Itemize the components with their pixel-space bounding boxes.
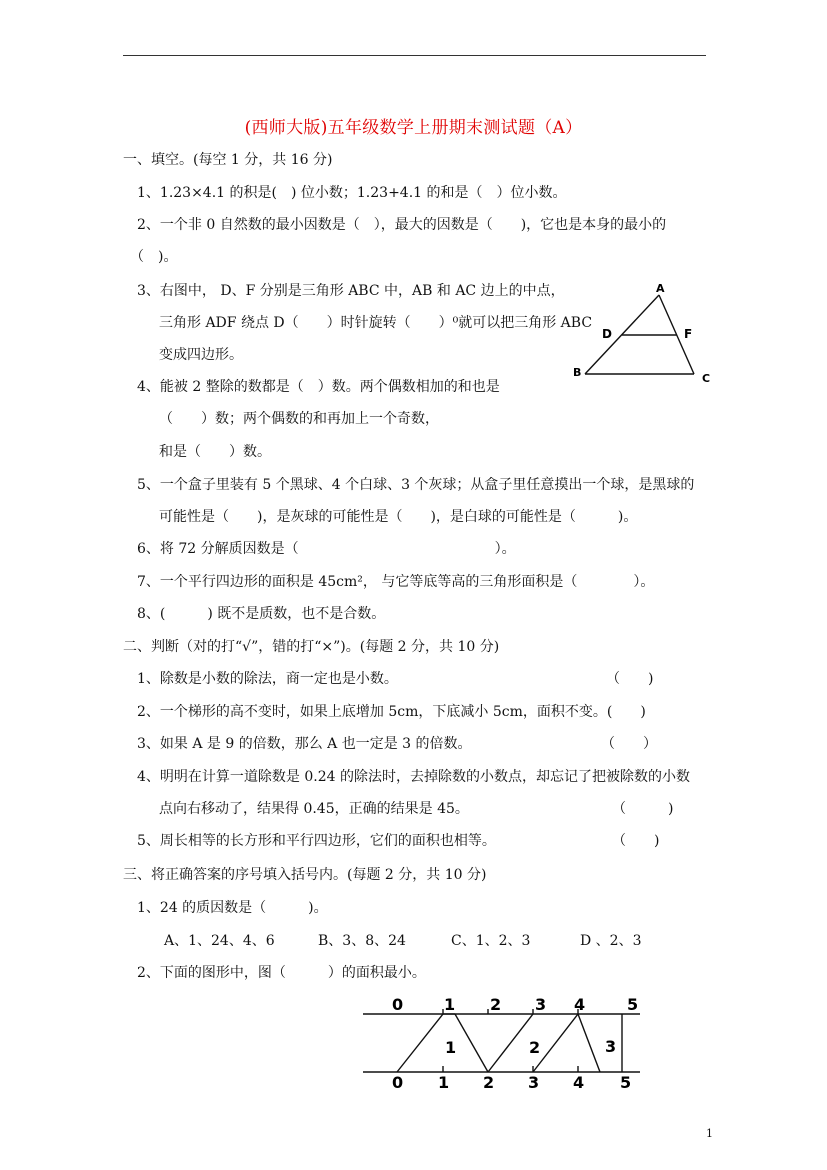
fill-question-2-cont: （ )。 — [130, 249, 178, 265]
vertex-label-c: C — [702, 372, 711, 385]
fill-question-8: 8、( ) 既不是质数，也不是合数。 — [137, 606, 386, 622]
judge-question-2: 2、一个梯形的高不变时，如果上底增加 5cm，下底减小 5cm，面积不变。( ) — [137, 704, 646, 720]
section-heading-fill: 一、填空。(每空 1 分，共 16 分) — [123, 152, 333, 168]
bottom-tick-2: 2 — [483, 1073, 495, 1092]
shape-label-2: 2 — [529, 1038, 541, 1057]
fill-question-4-line3: 和是（ ）数。 — [159, 444, 271, 460]
bottom-tick-3: 3 — [528, 1073, 540, 1092]
vertex-label-f: F — [684, 327, 693, 341]
judge-question-4-line2: 点向右移动了，结果得 0.45，正确的结果是 45。 — [159, 801, 469, 817]
vertex-label-b: B — [573, 366, 582, 379]
top-tick-2: 2 — [490, 995, 502, 1014]
judge-answer-1: （ ) — [606, 671, 654, 687]
top-tick-0: 0 — [392, 995, 404, 1014]
fill-question-6: 6、将 72 分解质因数是（ ）。 — [137, 541, 516, 557]
judge-answer-5: （ ) — [612, 833, 660, 849]
top-tick-5: 5 — [627, 995, 639, 1014]
bottom-tick-1: 1 — [438, 1073, 450, 1092]
vertex-label-d: D — [602, 327, 612, 341]
header-rule — [123, 55, 706, 56]
fill-question-4: 4、能被 2 整除的数都是（ ）数。两个偶数相加的和也是 — [137, 379, 500, 395]
shapes-figure — [355, 992, 655, 1092]
fill-question-1: 1、1.23×4.1 的积是( ) 位小数；1.23+4.1 的和是（ ）位小数。 — [137, 185, 567, 201]
fill-question-5-line2: 可能性是（ )，是灰球的可能性是（ )，是白球的可能性是（ )。 — [159, 509, 638, 525]
judge-question-3: 3、如果 A 是 9 的倍数，那么 A 也一定是 3 的倍数。 — [137, 736, 472, 752]
choice-question-2: 2、下面的图形中，图（ ）的面积最小。 — [137, 965, 426, 981]
fill-question-3-line2: 三角形 ADF 绕点 D（ ）时针旋转（ ）⁰就可以把三角形 ABC — [159, 315, 593, 331]
top-tick-3: 3 — [535, 995, 547, 1014]
section-heading-judge: 二、判断（对的打“√”，错的打“×”)。(每题 2 分，共 10 分) — [123, 639, 500, 655]
choice-option-d: D 、2、3 — [580, 933, 642, 949]
judge-question-4: 4、明明在计算一道除数是 0.24 的除法时，去掉除数的小数点，却忘记了把被除数的小数 — [137, 769, 690, 785]
fill-question-3: 3、右图中， D、F 分别是三角形 ABC 中，AB 和 AC 边上的中点， — [137, 283, 565, 299]
fill-question-3-line3: 变成四边形。 — [159, 347, 243, 363]
page-title: (西师大版)五年级数学上册期末测试题（A） — [244, 118, 583, 138]
fill-question-4-line2: （ ）数；两个偶数的和再加上一个奇数， — [159, 411, 439, 427]
top-tick-1: 1 — [444, 995, 456, 1014]
section-heading-choice: 三、将正确答案的序号填入括号内。(每题 2 分，共 10 分) — [123, 867, 487, 883]
shape-label-1: 1 — [445, 1038, 457, 1057]
vertex-label-a: A — [656, 282, 665, 295]
judge-answer-3: （ ） — [601, 736, 657, 752]
triangle-figure — [565, 278, 725, 388]
judge-question-1: 1、除数是小数的除法，商一定也是小数。 — [137, 671, 398, 687]
fill-question-2: 2、一个非 0 自然数的最小因数是（ ），最大的因数是（ )，它也是本身的最小的 — [137, 217, 667, 233]
bottom-tick-4: 4 — [573, 1073, 585, 1092]
judge-question-5: 5、周长相等的长方形和平行四边形，它们的面积也相等。 — [137, 833, 496, 849]
top-tick-4: 4 — [574, 995, 586, 1014]
page-number: 1 — [706, 1127, 713, 1140]
fill-question-7: 7、一个平行四边形的面积是 45cm²， 与它等底等高的三角形面积是（ ）。 — [137, 574, 655, 590]
choice-option-c: C、1、2、3 — [451, 933, 531, 949]
bottom-tick-5: 5 — [620, 1073, 632, 1092]
fill-question-5: 5、一个盒子里装有 5 个黑球、4 个白球、3 个灰球；从盒子里任意摸出一个球，是黑球的 — [137, 477, 695, 493]
choice-option-b: B、3、8、24 — [318, 933, 406, 949]
shape-label-3: 3 — [605, 1037, 617, 1056]
judge-answer-4: （ ) — [612, 801, 674, 817]
choice-option-a: A、1、24、4、6 — [164, 933, 275, 949]
bottom-tick-0: 0 — [392, 1073, 404, 1092]
choice-question-1: 1、24 的质因数是（ )。 — [137, 900, 328, 916]
